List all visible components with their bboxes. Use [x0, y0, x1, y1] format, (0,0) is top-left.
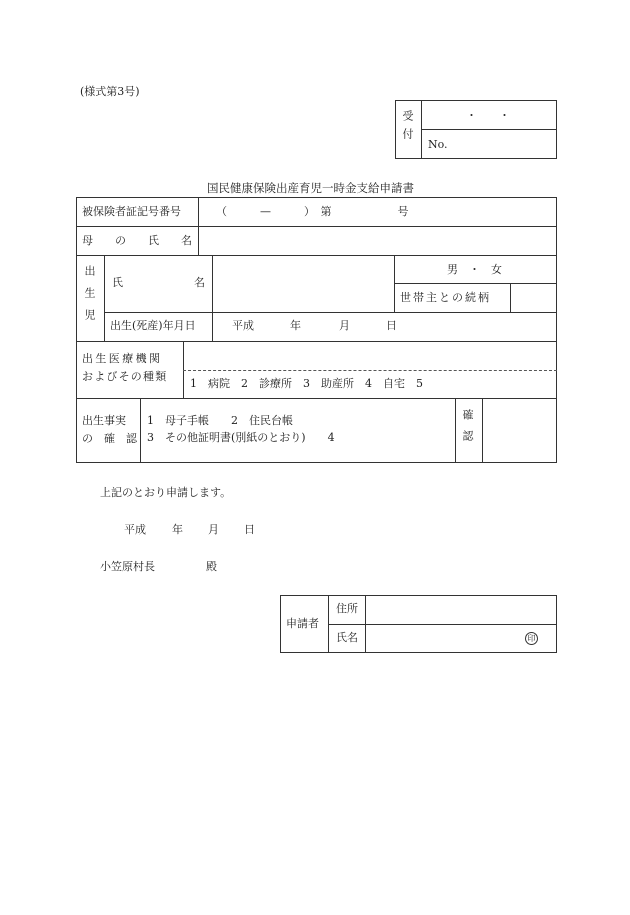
applicant-label: 申請者 [286, 617, 319, 630]
honorific: 殿 [206, 560, 217, 573]
birth-date-month: 月 [339, 319, 350, 332]
grid-line [104, 312, 557, 313]
seal-icon: 印 [525, 632, 538, 645]
proof-options-line2[interactable]: 3 その他証明書(別紙のとおり) 4 [147, 431, 335, 444]
form-title: 国民健康保険出産育児一時金支給申請書 [207, 181, 414, 195]
mother-name-field[interactable] [199, 227, 556, 254]
institution-name-field[interactable] [184, 342, 556, 369]
reception-date-field[interactable]: ・ ・ [466, 109, 510, 122]
name-label: 氏名 [336, 631, 358, 644]
proof-options-line1[interactable]: 1 母子手帳 2 住民台帳 [147, 414, 293, 427]
grid-line [198, 197, 199, 226]
address-field[interactable] [366, 596, 556, 623]
address-label: 住所 [336, 602, 358, 615]
date-day: 日 [244, 523, 255, 536]
insured-number-label: 被保険者証記号番号 [82, 205, 181, 218]
name-label-left: 氏 [112, 276, 123, 289]
relation-label: 世帯主との続柄 [400, 291, 491, 304]
date-era: 平成 [124, 523, 146, 536]
grid-line [455, 398, 456, 463]
grid-line [104, 255, 105, 341]
newborn-label: 出生児 [83, 265, 96, 331]
institution-label-line1: 出生医療機関 [82, 352, 163, 365]
form-number: (様式第3号) [80, 85, 140, 98]
birth-fact-label-line2: の 確 認 [82, 432, 137, 445]
confirm-label: 確認 [461, 409, 474, 451]
reception-row-divider [421, 129, 557, 130]
name-label-right: 名 [194, 276, 205, 289]
confirm-stamp-field[interactable] [483, 399, 556, 462]
date-year: 年 [172, 523, 183, 536]
application-text: 上記のとおり申請します。 [100, 486, 232, 499]
birth-date-day: 日 [386, 319, 397, 332]
reception-number-label: No. [428, 138, 448, 151]
birth-date-year: 年 [290, 319, 301, 332]
newborn-name-field[interactable] [213, 256, 394, 311]
reception-label: 受付 [401, 110, 414, 146]
birth-date-era: 平成 [232, 319, 254, 332]
institution-types[interactable]: 1 病院 2 診療所 3 助産所 4 自宅 5 [190, 377, 423, 390]
mother-name-label: 母 の 氏 名 [82, 234, 192, 247]
institution-label-line2: およびその種類 [82, 370, 168, 383]
addressee: 小笠原村長 [100, 560, 155, 573]
dashed-divider [183, 370, 557, 371]
applicant-name-field[interactable] [366, 625, 516, 652]
relation-field[interactable] [511, 284, 556, 311]
insured-number-field[interactable]: （ — ） 第 号 [216, 205, 409, 218]
date-month: 月 [208, 523, 219, 536]
birth-date-label: 出生(死産)年月日 [110, 319, 196, 332]
gender-options[interactable]: 男 ・ 女 [447, 263, 502, 276]
birth-fact-label-line1: 出生事実 [82, 414, 126, 427]
grid-line [140, 398, 141, 463]
